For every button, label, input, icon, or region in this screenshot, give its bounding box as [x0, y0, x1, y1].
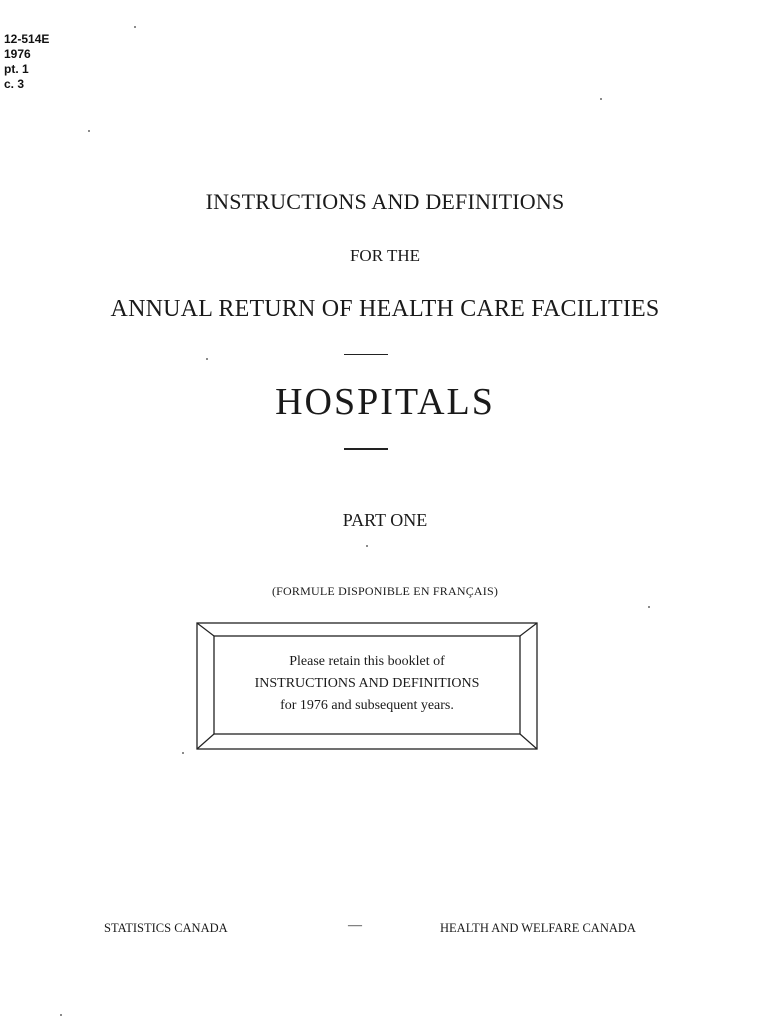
scan-speck [600, 98, 602, 100]
scan-speck [648, 606, 650, 608]
footer-publisher-right: HEALTH AND WELFARE CANADA [440, 921, 636, 935]
divider-top [344, 354, 388, 355]
heading-line-2: FOR THE [349, 246, 421, 265]
scan-speck [88, 130, 90, 132]
call-number-line: 12-514E [4, 32, 50, 46]
scan-speck [366, 545, 368, 547]
scan-speck [206, 358, 208, 360]
scan-speck [134, 26, 136, 28]
footer-separator: — [348, 918, 362, 933]
notice-line-3: for 1976 and subsequent years. [280, 698, 454, 713]
footer-publisher-left: STATISTICS CANADA [104, 921, 228, 935]
french-availability-note: (FORMULE DISPONIBLE EN FRANÇAIS) [271, 584, 499, 598]
heading-line-1: INSTRUCTIONS AND DEFINITIONS [205, 189, 565, 214]
call-number [4, 32, 49, 92]
notice-box [196, 622, 538, 750]
call-number-line: pt. 1 [4, 62, 29, 76]
heading-line-3: ANNUAL RETURN OF HEALTH CARE FACILITIES [110, 296, 660, 322]
notice-text [196, 651, 538, 717]
part-label: PART ONE [342, 510, 428, 530]
call-number-line: 1976 [4, 47, 31, 61]
call-number-line: c. 3 [4, 77, 25, 91]
main-title: HOSPITALS [275, 381, 495, 423]
scan-speck [182, 752, 184, 754]
notice-line-2: INSTRUCTIONS AND DEFINITIONS [254, 676, 480, 691]
notice-line-1: Please retain this booklet of [289, 654, 445, 669]
scan-speck [60, 1014, 62, 1016]
divider-bottom [344, 448, 388, 450]
